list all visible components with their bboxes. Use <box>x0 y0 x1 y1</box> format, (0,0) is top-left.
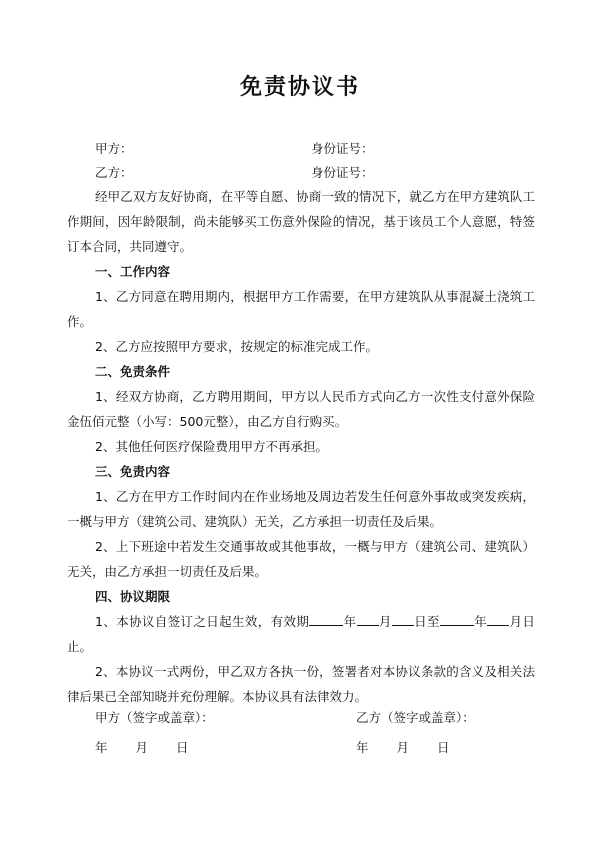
party-a-label: 甲方： <box>95 141 133 156</box>
term-month: 月 <box>378 614 392 629</box>
blank-line <box>357 611 379 626</box>
blank-line <box>392 611 414 626</box>
blank-line <box>309 611 343 626</box>
party-b-id-label: 身份证号： <box>311 165 374 180</box>
date-year: 年 <box>95 740 108 755</box>
blank-line <box>487 611 509 626</box>
date-month: 月 <box>135 740 149 755</box>
date-year: 年 <box>356 740 369 755</box>
document-body <box>67 136 535 709</box>
party-a-row <box>67 136 535 160</box>
clause: 2、乙方应按照甲方要求，按规定的标准完成工作。 <box>95 339 378 354</box>
intro-paragraph: 经甲乙双方友好协商，在平等自愿、协商一致的情况下，就乙方在甲方建筑队工作期间，因年龄限制，尚未能够买工伤意外保险的情况，基于该员工个人意愿，特签订本合同，共同遵守。 <box>67 189 535 254</box>
date-day: 日 <box>437 740 450 755</box>
clause: 1、经双方协商，乙方聘用期间，甲方以人民币方式向乙方一次性支付意外保险金伍佰元整（小写：500元整），由乙方自行购买。 <box>67 389 535 429</box>
clause: 1、乙方同意在聘用期内，根据甲方工作需要，在甲方建筑队从事混凝土浇筑工作。 <box>67 289 535 329</box>
party-a-id-label: 身份证号： <box>311 141 374 156</box>
term-clause <box>67 609 535 659</box>
section-heading: 四、协议期限 <box>95 589 171 604</box>
party-b-date <box>356 735 450 760</box>
term-end: 日止。 <box>67 614 535 654</box>
term-year: 年 <box>343 614 357 629</box>
party-a-signature-label: 甲方（签字或盖章）： <box>95 710 214 725</box>
date-month: 月 <box>396 740 410 755</box>
party-b-signature-label: 乙方（签字或盖章）： <box>356 710 475 725</box>
party-a-date <box>95 735 189 760</box>
term-prefix: 1、本协议自签订之日起生效，有效期 <box>95 614 310 629</box>
party-b-row <box>67 160 535 184</box>
section-heading: 二、免责条件 <box>95 364 171 379</box>
date-day: 日 <box>176 740 189 755</box>
clause: 2、本协议一式两份，甲乙双方各执一份，签署者对本协议条款的含义及相关法律后果已全部知晓并充份理解。本协议具有法律效力。 <box>67 664 535 704</box>
section-heading: 一、工作内容 <box>95 264 171 279</box>
party-b-label: 乙方： <box>95 165 133 180</box>
clause: 2、其他任何医疗保险费用甲方不再承担。 <box>95 439 328 454</box>
clause: 2、上下班途中若发生交通事故或其他事故，一概与甲方（建筑公司、建筑队）无关，由乙方承担一切责任及后果。 <box>67 539 535 579</box>
term-day: 日至 <box>413 614 440 629</box>
term-month: 月 <box>509 614 523 629</box>
document-title: 免责协议书 <box>239 75 360 100</box>
blank-line <box>440 611 474 626</box>
clause: 1、乙方在甲方工作时间内在作业场地及周边若发生任何意外事故或突发疾病，一概与甲方（建筑公司、建筑队）无关，乙方承担一切责任及后果。 <box>67 489 535 529</box>
section-heading: 三、免责内容 <box>95 464 171 479</box>
term-year: 年 <box>473 614 488 629</box>
